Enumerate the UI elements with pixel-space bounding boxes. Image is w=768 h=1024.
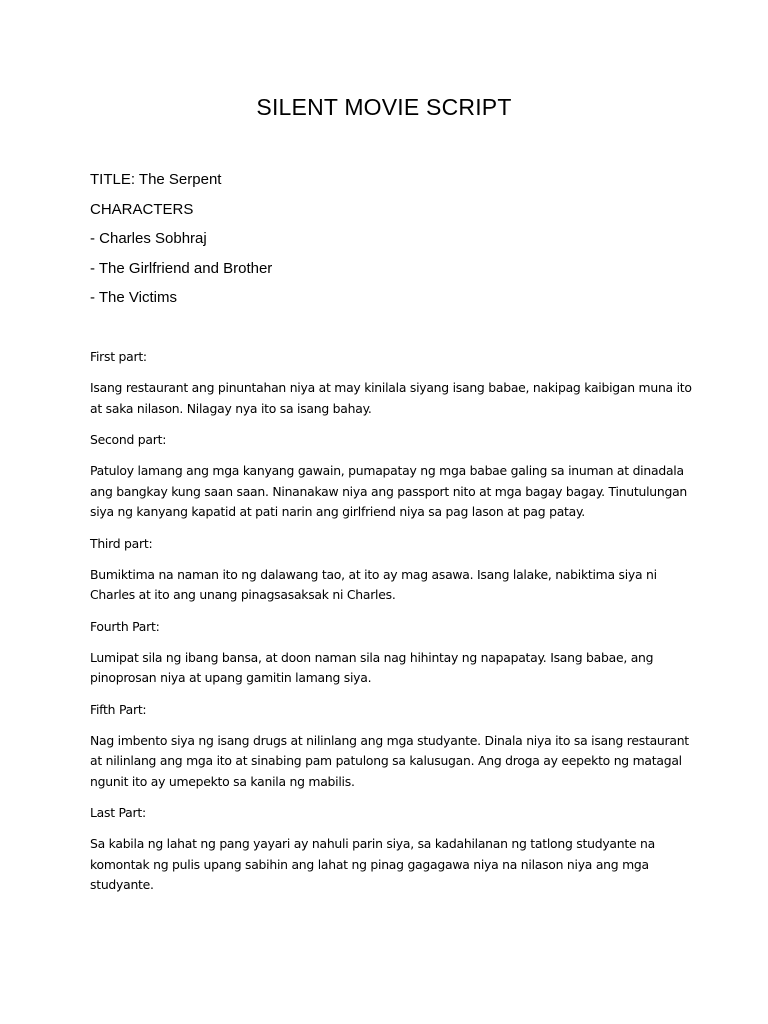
script-metadata	[90, 168, 690, 316]
character-item: - The Girlfriend and Brother	[90, 259, 273, 277]
part-text-last: Sa kabila ng lahat ng pang yayari ay nahuli parin siya, sa kadahilanan ng tatlong studyante na komontak ng pulis upang sabihin ang lahat ng pinag gagagawa niya na nilason niya ang mga studyante.	[90, 836, 655, 892]
script-body	[90, 347, 700, 907]
part-text-fourth: Lumipat sila ng ibang bansa, at doon naman sila nag hihintay ng napapatay. Isang babae, ang pinoprosan niya at upang gamitin lamang siya.	[90, 649, 654, 685]
part-label-fifth: Fifth Part:	[90, 701, 147, 717]
part-label-first: First part:	[90, 349, 147, 364]
part-text-first: Isang restaurant ang pinuntahan niya at may kinilala siyang isang babae, nakipag kaibigan muna ito at saka nilason. Nilagay nya ito sa isang bahay.	[90, 380, 692, 416]
part-text-third: Bumiktima na naman ito ng dalawang tao, at ito ay mag asawa. Isang lalake, nabiktima siya ni Charles at ito ang unang pinagsasaksak ni Charles.	[90, 566, 657, 602]
character-item: - Charles Sobhraj	[90, 230, 207, 247]
characters-heading: CHARACTERS	[90, 200, 194, 218]
part-text-fifth: Nag imbento siya ng isang drugs at nilinlang ang mga studyante. Dinala niya ito sa isang restaurant at nilinlang ang mga ito at sinabing pam patulong sa kalusugan. Ang droga ay eepekto ng matagal ngunit ito ay umepekto sa kanila ng mabilis.	[90, 732, 689, 789]
character-item: - The Victims	[90, 289, 177, 306]
script-title-line: TITLE: The Serpent	[90, 171, 222, 188]
part-label-second: Second part:	[90, 432, 167, 447]
part-label-fourth: Fourth Part:	[90, 618, 160, 634]
document-title: SILENT MOVIE SCRIPT	[256, 94, 512, 120]
part-label-third: Third part:	[90, 535, 153, 551]
part-label-last: Last Part:	[90, 805, 146, 820]
part-text-second: Patuloy lamang ang mga kanyang gawain, pumapatay ng mga babae galing sa inuman at dinadala ang bangkay kung saan saan. Ninanakaw niya ang passport nito at mga bagay bagay. Tinutulungan siya ng kanyang kapatid at pati narin ang girlfriend niya sa pag lason at pag patay.	[90, 463, 688, 519]
